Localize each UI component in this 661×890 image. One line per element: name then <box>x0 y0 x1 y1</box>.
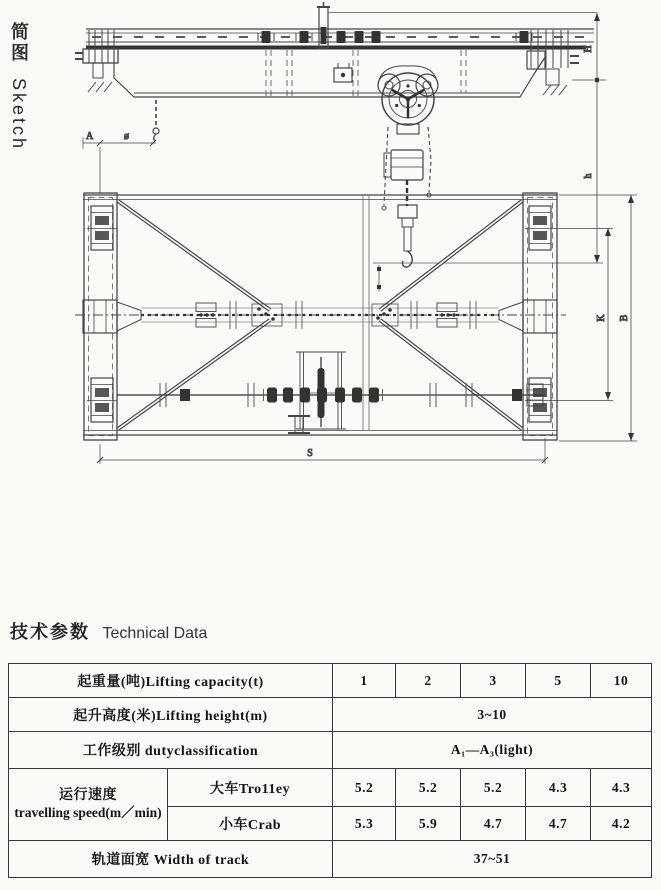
power-mast <box>317 2 330 48</box>
crab-speed-value: 5.9 <box>396 807 461 841</box>
technical-data-heading <box>10 618 207 644</box>
row-label-travelling-speed <box>9 769 168 841</box>
sketch-title-zh: 简图 <box>9 22 29 64</box>
dim-label-H: H <box>583 45 594 53</box>
left-end-carriage <box>83 193 117 440</box>
row-label-width-of-track: 轨道面宽 Width of track <box>9 841 333 878</box>
table-row <box>9 841 652 878</box>
crab-speed-value: 4.7 <box>526 807 591 841</box>
dim-H-h <box>572 13 606 263</box>
crab-speed-value: 4.7 <box>461 807 526 841</box>
sketch-title-en: Sketch <box>9 78 29 152</box>
right-end-carriage <box>523 193 557 440</box>
dim-K <box>555 228 613 401</box>
dim-label-A: A <box>86 131 94 142</box>
plan-view <box>75 193 637 464</box>
table-row <box>9 732 652 769</box>
technical-data-heading-en: Technical Data <box>102 625 208 642</box>
dim-label-h: h <box>583 173 594 179</box>
dim-label-phi: ø <box>124 131 129 142</box>
right-suspension <box>527 30 579 95</box>
width-of-track-value: 37~51 <box>333 841 652 878</box>
chain-hoist <box>378 66 438 267</box>
trolley-speed-value: 5.2 <box>396 769 461 807</box>
dim-S <box>97 438 548 464</box>
crab-speed-value: 5.3 <box>333 807 396 841</box>
duty-classification-value: A₁—A₃(light) <box>333 732 652 769</box>
trolley-speed-value: 4.3 <box>591 769 652 807</box>
row-label-crab: 小车Crab <box>168 807 333 841</box>
table-row <box>9 769 652 807</box>
row-label-duty-classification: 工作级别 dutyclassification <box>9 732 333 769</box>
dim-label-B: B <box>619 314 630 322</box>
lifting-height-value: 3~10 <box>333 698 652 732</box>
drive-shaft <box>117 383 545 407</box>
dim-label-S: S <box>307 448 313 459</box>
hanger-rods <box>266 50 466 100</box>
capacity-value: 10 <box>591 664 652 698</box>
capacity-value: 3 <box>461 664 526 698</box>
hanging-chain <box>153 100 159 141</box>
left-suspension <box>75 30 118 92</box>
side-elevation-view <box>75 2 606 291</box>
capacity-value: 2 <box>396 664 461 698</box>
trolley-speed-value: 5.2 <box>461 769 526 807</box>
technical-data-table <box>8 663 652 878</box>
travelling-speed-label-zh: 运行速度 <box>59 788 117 804</box>
row-label-lifting-capacity: 起重量(吨)Lifting capacity(t) <box>9 664 333 698</box>
table-row <box>9 698 652 732</box>
table-row <box>9 664 652 698</box>
technical-data-heading-zh: 技术参数 <box>10 622 90 642</box>
crab-speed-value: 4.2 <box>591 807 652 841</box>
capacity-value: 1 <box>333 664 396 698</box>
dim-label-K: K <box>596 314 607 322</box>
travelling-speed-label-en: travelling speed(m／min) <box>14 804 162 820</box>
row-label-lifting-height: 起升高度(米)Lifting height(m) <box>9 698 333 732</box>
capacity-value: 5 <box>526 664 591 698</box>
trolley-speed-value: 4.3 <box>526 769 591 807</box>
row-label-trolley: 大车Tro11ey <box>168 769 333 807</box>
dim-A <box>83 131 156 194</box>
trolley-speed-value: 5.2 <box>333 769 396 807</box>
